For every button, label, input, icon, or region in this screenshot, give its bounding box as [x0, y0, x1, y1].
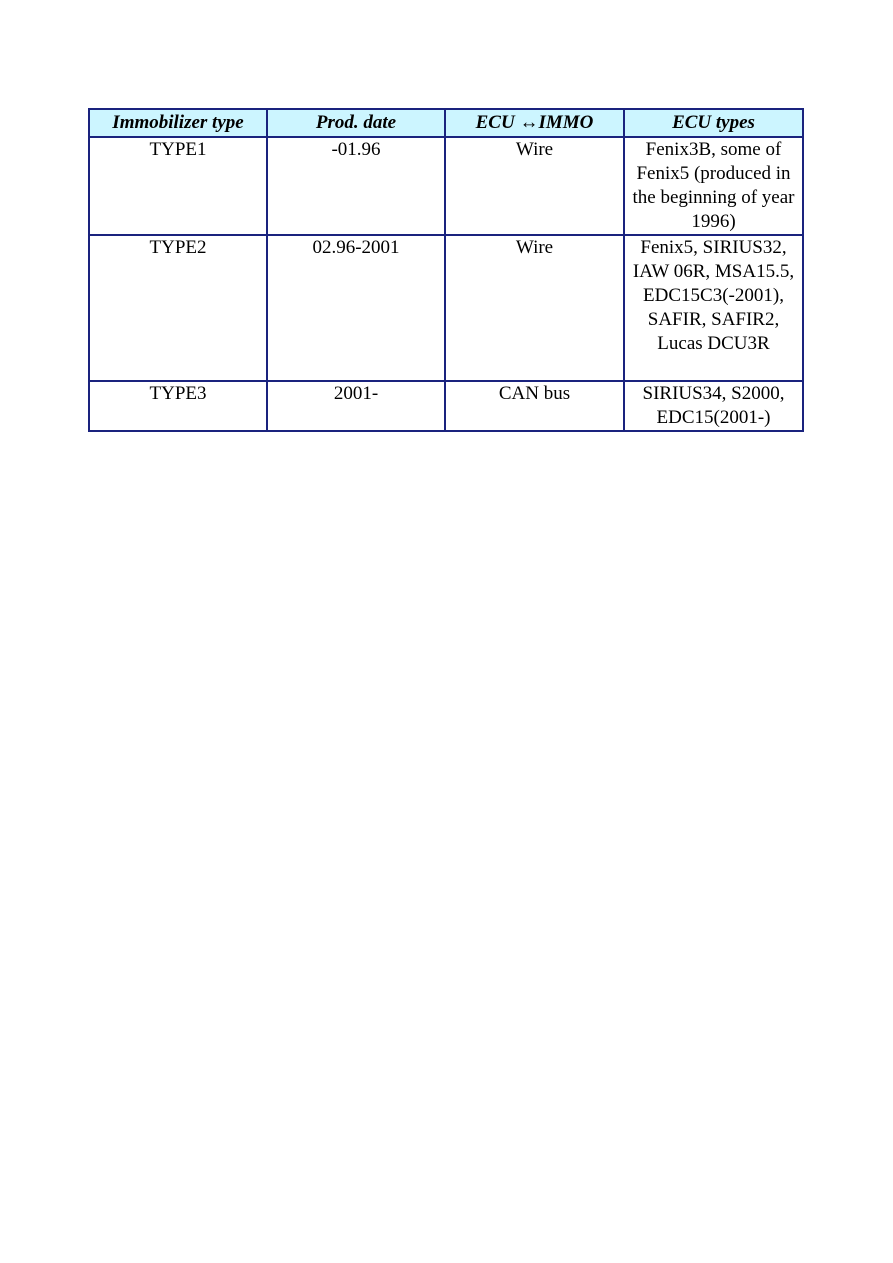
cell-prod-date: 2001-	[267, 381, 445, 431]
immobilizer-types-table	[88, 108, 804, 432]
cell-prod-date: 02.96-2001	[267, 235, 445, 381]
table-row	[89, 137, 803, 235]
cell-connection: Wire	[445, 137, 624, 235]
cell-connection: Wire	[445, 235, 624, 381]
table-header-row	[89, 109, 803, 137]
cell-prod-date: -01.96	[267, 137, 445, 235]
cell-immobilizer-type: TYPE2	[89, 235, 267, 381]
header-ecu-immo: ECU ↔IMMO	[445, 109, 624, 137]
cell-connection: CAN bus	[445, 381, 624, 431]
cell-ecu-types: Fenix5, SIRIUS32, IAW 06R, MSA15.5, EDC15C3(-2001), SAFIR, SAFIR2, Lucas DCU3R	[624, 235, 803, 381]
table-row	[89, 381, 803, 431]
header-ecu-types: ECU types	[624, 109, 803, 137]
table-row	[89, 235, 803, 381]
header-prod-date: Prod. date	[267, 109, 445, 137]
header-immobilizer-type: Immobilizer type	[89, 109, 267, 137]
cell-immobilizer-type: TYPE3	[89, 381, 267, 431]
cell-immobilizer-type: TYPE1	[89, 137, 267, 235]
cell-ecu-types: SIRIUS34, S2000, EDC15(2001-)	[624, 381, 803, 431]
cell-ecu-types: Fenix3B, some of Fenix5 (produced in the beginning of year 1996)	[624, 137, 803, 235]
